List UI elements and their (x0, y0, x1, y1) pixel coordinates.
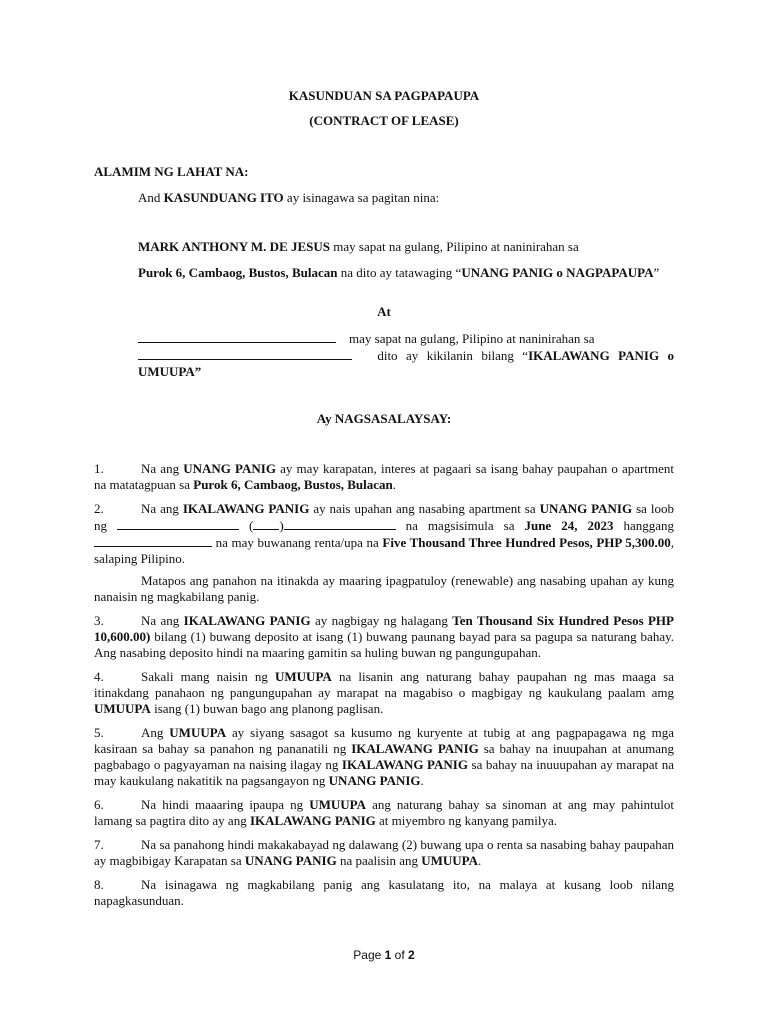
term-number-blank (253, 517, 279, 530)
clause-7: 7. Na sa panahong hindi makakabayad ng dalawang (2) buwang upa o renta sa nasabing bahay paupahan ay magbibigay Karapatan sa UNANG PANIG na paalisin ang UMUUPA. (94, 837, 674, 868)
at-separator: At (377, 304, 391, 319)
current-page: 1 (384, 948, 392, 962)
salutation: ALAMIM NG LAHAT NA: (94, 164, 249, 179)
total-pages: 2 (408, 948, 415, 962)
clause-6: 6. Na hindi maaaring ipaupa ng UMUUPA ang naturang bahay sa sinoman at ang may pahintulot lamang sa pagtira dito ay ang IKALAWANG PANIG at miyembro ng kanyang pamilya. (94, 797, 674, 828)
party1-role: UNANG PANIG o NAGPAPAUPA (461, 265, 654, 280)
renewal-paragraph: Matapos ang panahon na itinakda ay maaring ipagpatuloy (renewable) ang nasabing upahan ay kung nanaisin ng magkabilang panig. (94, 573, 674, 604)
declaration-heading: Ay NAGSASALAYSAY: (316, 411, 452, 426)
party1-name: MARK ANTHONY M. DE JESUS (138, 239, 331, 254)
party2-role: IKALAWANG PANIG o UMUUPA” (138, 348, 674, 379)
end-date-blank (94, 534, 212, 547)
party1-address-paragraph: Purok 6, Cambaog, Bustos, Bulacan na dito ay tatawaging “UNANG PANIG o NAGPAPAUPA” (138, 265, 660, 280)
party1-line: MARK ANTHONY M. DE JESUS may sapat na gulang, Pilipino at naninirahan sa (138, 239, 579, 254)
page-number-footer: Page 1 of 2 (353, 948, 415, 962)
party2-name-blank (138, 330, 336, 343)
clause-8: 8. Na isinagawa ng magkabilang panig ang kasulatang ito, na malaya at kusang loob nilang napagkasunduan. (94, 877, 674, 908)
party2-address-blank (138, 347, 352, 360)
document-subtitle: (CONTRACT OF LEASE) (309, 113, 459, 128)
term-words-blank (117, 517, 239, 530)
term-unit-blank (284, 517, 396, 530)
clause-4: 4. Sakali mang naisin ng UMUUPA na lisanin ang naturang bahay paupahan ng mas maaga sa itinakdang panahaon ng pangungupahan ay marapat na magabiso o magbigay ng kaukulang paalam amg UMUUPA isang (1) buwan bago ang planong paglisan. (94, 669, 674, 716)
party1-address: Purok 6, Cambaog, Bustos, Bulacan (138, 265, 338, 280)
party2-paragraph: may sapat na gulang, Pilipino at naninirahan sa dito ay kikilanin bilang “IKALAWANG PANIG o UMUUPA” (138, 331, 674, 379)
clause-1: 1. Na ang UNANG PANIG ay may karapatan, interes at pagaari sa isang bahay paupahan o apartment na matatagpuan sa Purok 6, Cambaog, Bustos, Bulacan. (94, 461, 674, 492)
clause-3: 3. Na ang IKALAWANG PANIG ay nagbigay ng halagang Ten Thousand Six Hundred Pesos PHP 10,600.00) bilang (1) buwang deposito at isang (1) buwang paunang bayad para sa pagupa sa naturang bahay. Ang nasabing deposito hindi na maaring gamitin sa huling buwan ng pangungupahan. (94, 613, 674, 660)
clause-5: 5. Ang UMUUPA ay siyang sasagot sa kusumo ng kuryente at tubig at ang pagpapagawa ng mga kasiraan sa bahay sa panahon ng pananatili ng IKALAWANG PANIG sa bahay na inuupahan at anumang pagbabago o pagyayaman na naising ilagay ng IKALAWANG PANIG sa bahay na inuuupahan ay marapat na may kaukulang nakatitik na pagsangayon ng UNANG PANIG. (94, 725, 675, 788)
clause-2: 2. Na ang IKALAWANG PANIG ay nais upahan ang nasabing apartment sa UNANG PANIG sa loob ng ( ) na magsisimula sa June 24, 2023 hanggang na may buwanang renta/upa na Five Thousand Three Hundred Pesos, PHP 5,300.00, salaping Pilipino. (94, 501, 675, 566)
intro-line: And KASUNDUANG ITO ay isinagawa sa pagitan nina: (138, 190, 440, 205)
document-title: KASUNDUAN SA PAGPAPAUPA (288, 88, 480, 103)
